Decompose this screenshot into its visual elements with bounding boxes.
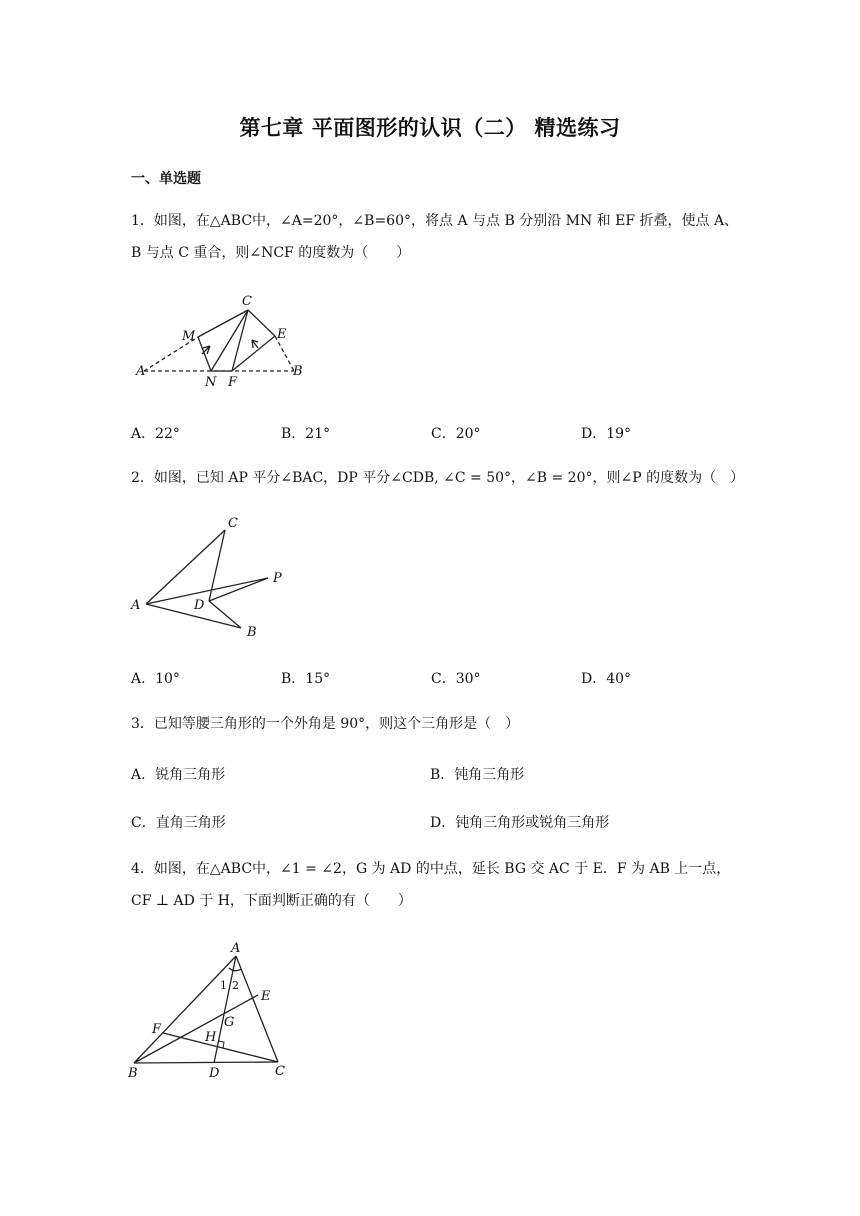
q2-label-a: A: [131, 598, 141, 613]
q4-label-a: A: [231, 941, 241, 956]
q1-label-b: B: [293, 364, 303, 379]
q2-option-c[interactable]: C．30°: [431, 671, 481, 687]
q1-option-a[interactable]: A．22°: [131, 426, 180, 442]
q2-label-c: C: [228, 516, 238, 531]
q4-label-h: H: [205, 1030, 217, 1045]
q2-option-d[interactable]: D．40°: [581, 671, 632, 687]
question-2-text: 2．如图，已知 AP 平分∠BAC，DP 平分∠CDB, ∠C = 50°，∠B = 20°，则∠P 的度数为（ ）: [131, 470, 745, 486]
q1-line-ce: [248, 310, 275, 336]
q2-label-d: D: [194, 598, 205, 613]
q4-label-b: B: [128, 1066, 138, 1081]
question-4-figure: [125, 938, 295, 1083]
q2-label-p: P: [273, 571, 282, 586]
question-1-figure: [130, 290, 315, 390]
q3-option-a[interactable]: A．锐角三角形: [131, 767, 226, 783]
question-4-text: 4．如图，在△ABC中，∠1 = ∠2，G 为 AD 的中点，延长 BG 交 AC 于 E．F 为 AB 上一点，CF ⊥ AD 于 H，下面判断正确的有（ ）: [131, 861, 731, 909]
q2-label-b: B: [247, 625, 257, 640]
q3-option-c[interactable]: C．直角三角形: [131, 815, 226, 831]
q2-line-ac: [146, 530, 225, 604]
q1-line-fc: [232, 310, 248, 371]
q1-label-n: N: [205, 375, 217, 390]
q4-angle-arc: [229, 968, 241, 971]
q3-option-b[interactable]: B．钝角三角形: [430, 767, 525, 783]
question-1-text: 1．如图，在△ABC中，∠A=20°，∠B=60°，将点 A 与点 B 分别沿 MN 和 EF 折叠，使点 A、B 与点 C 重合，则∠NCF 的度数为（ ）: [131, 213, 739, 261]
q1-label-f: F: [228, 375, 238, 390]
section-heading: 一、单选题: [131, 171, 201, 187]
q1-option-d[interactable]: D．19°: [581, 426, 632, 442]
q1-option-b[interactable]: B．21°: [281, 426, 331, 442]
question-3-text: 3．已知等腰三角形的一个外角是 90°，则这个三角形是（ ）: [131, 716, 520, 732]
q4-line-fc: [163, 1033, 278, 1062]
q4-label-c: C: [275, 1064, 285, 1079]
q1-label-e: E: [277, 327, 287, 342]
page-title: 第七章 平面图形的认识（二） 精选练习: [239, 116, 621, 140]
q2-option-a[interactable]: A．10°: [131, 671, 180, 687]
q3-option-d[interactable]: D．钝角三角形或锐角三角形: [430, 815, 610, 831]
q2-line-dp: [209, 578, 268, 601]
q1-label-m: M: [182, 329, 196, 344]
q4-label-d: D: [209, 1066, 220, 1081]
question-2-figure: [128, 512, 293, 642]
q1-fold-arrow-right: [252, 340, 258, 348]
q1-option-c[interactable]: C．20°: [431, 426, 481, 442]
q4-label-f: F: [152, 1022, 162, 1037]
q4-label-e: E: [261, 989, 271, 1004]
q4-label-angle-1: 1: [220, 979, 227, 992]
q1-label-c: C: [242, 294, 252, 309]
q4-line-bc: [134, 1062, 278, 1063]
q2-option-b[interactable]: B．15°: [281, 671, 331, 687]
q2-line-ap: [146, 578, 268, 604]
q4-label-g: G: [224, 1015, 235, 1030]
q1-line-mn: [198, 337, 211, 371]
q4-line-ac: [236, 956, 278, 1062]
q1-label-a: A: [136, 364, 146, 379]
q4-label-angle-2: 2: [232, 979, 239, 992]
